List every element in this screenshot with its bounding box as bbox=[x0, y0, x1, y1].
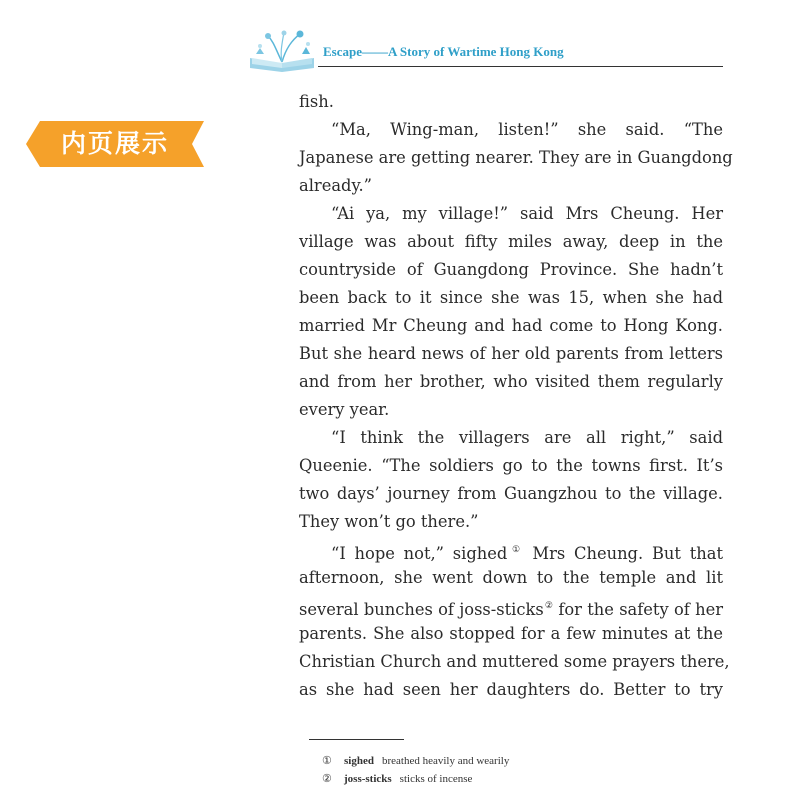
badge-label: 内页展示 bbox=[60, 129, 169, 158]
footnote-term: joss-sticks bbox=[344, 773, 392, 785]
text-line bbox=[299, 508, 723, 536]
text-line bbox=[299, 424, 723, 452]
text-line bbox=[299, 172, 723, 200]
footnote-term: sighed bbox=[344, 755, 374, 767]
text-line bbox=[299, 256, 723, 284]
running-header-title: Escape——A Story of Wartime Hong Kong bbox=[323, 44, 564, 59]
text-line bbox=[299, 396, 723, 424]
text-line bbox=[299, 312, 723, 340]
footnote-number: ① bbox=[322, 755, 332, 767]
text-line-content: village was about fifty miles away, deep in the bbox=[299, 232, 723, 251]
text-line bbox=[299, 368, 723, 396]
footnote-divider bbox=[309, 739, 404, 740]
text-line-content: for the safety of her bbox=[553, 600, 723, 619]
text-line-content: Mrs Cheung. But that bbox=[523, 544, 723, 563]
text-line bbox=[299, 144, 733, 172]
text-line bbox=[299, 676, 723, 704]
text-line-content: “Ma, Wing-man, listen!” she said. “The bbox=[331, 120, 723, 139]
text-line bbox=[299, 648, 730, 676]
text-line-content: fish. bbox=[299, 92, 334, 111]
text-line-content: and from her brother, who visited them regularly bbox=[299, 372, 723, 391]
text-line-content: They won’t go there.” bbox=[299, 512, 479, 531]
header-divider bbox=[318, 66, 723, 67]
text-line-content: afternoon, she went down to the temple and lit bbox=[299, 568, 723, 587]
text-line bbox=[299, 116, 723, 144]
text-line-content: several bunches of joss-sticks bbox=[299, 600, 544, 619]
book-logo-icon bbox=[246, 28, 318, 72]
text-line-content: countryside of Guangdong Province. She hadn’t bbox=[299, 260, 723, 279]
text-line-content: Queenie. “The soldiers go to the towns first. It’s bbox=[299, 456, 723, 475]
text-line bbox=[299, 480, 723, 508]
text-line-content: every year. bbox=[299, 400, 390, 419]
text-line bbox=[299, 452, 723, 480]
text-line bbox=[299, 592, 723, 620]
footnote-marker: ① bbox=[508, 545, 524, 555]
text-line bbox=[299, 564, 723, 592]
text-line-content: Christian Church and muttered some prayers there, bbox=[299, 652, 730, 671]
text-line bbox=[299, 536, 723, 564]
text-line bbox=[299, 620, 723, 648]
text-line-content: married Mr Cheung and had come to Hong Kong. bbox=[299, 316, 723, 335]
text-line bbox=[299, 88, 723, 116]
text-line bbox=[299, 200, 723, 228]
footnote-1 bbox=[322, 754, 509, 767]
text-line-content: “I hope not,” sighed bbox=[331, 544, 508, 563]
footnote-marker: ② bbox=[544, 601, 554, 611]
text-line-content: “Ai ya, my village!” said Mrs Cheung. Her bbox=[331, 204, 723, 223]
text-line-content: as she had seen her daughters do. Better to try bbox=[299, 680, 723, 699]
text-line-content: parents. She also stopped for a few minutes at the bbox=[299, 624, 723, 643]
text-line-content: already.” bbox=[299, 176, 372, 195]
footnote-definition: breathed heavily and wearily bbox=[381, 755, 510, 767]
text-line-content: But she heard news of her old parents from letters bbox=[299, 344, 723, 363]
text-line bbox=[299, 340, 723, 368]
text-line-content: been back to it since she was 15, when she had bbox=[299, 288, 723, 307]
text-line-content: Japanese are getting nearer. They are in Guangdong bbox=[299, 148, 733, 167]
text-line-content: two days’ journey from Guangzhou to the village. bbox=[299, 484, 723, 503]
footnote-number: ② bbox=[322, 773, 332, 785]
footnote-definition: sticks of incense bbox=[399, 773, 473, 785]
footnote-2 bbox=[322, 772, 472, 785]
text-line bbox=[299, 228, 723, 256]
text-line-content: “I think the villagers are all right,” said bbox=[331, 428, 723, 447]
story-text bbox=[299, 88, 733, 704]
text-line bbox=[299, 284, 723, 312]
